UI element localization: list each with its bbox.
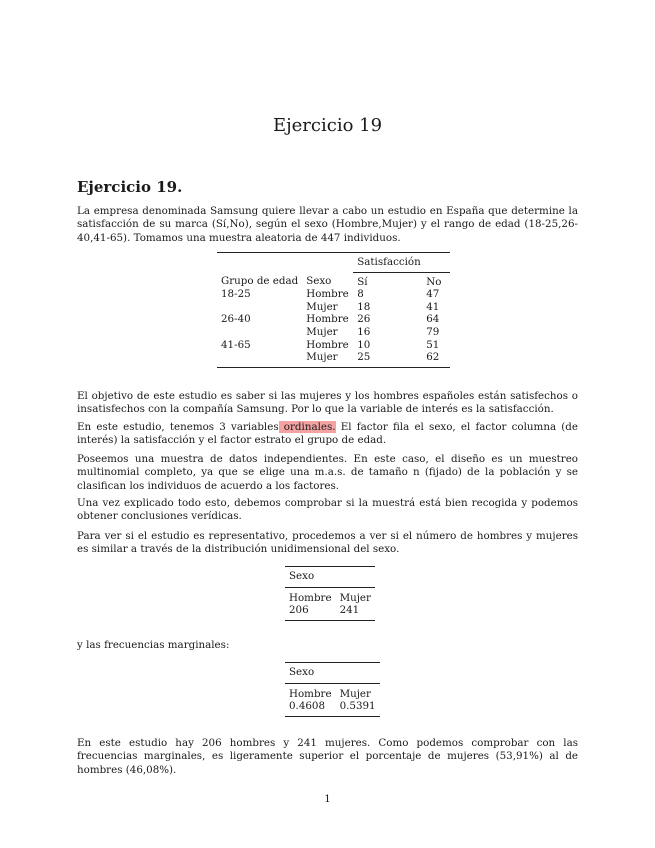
age-group-cell [217,301,302,314]
age-group-cell [217,326,302,339]
col-header-sex: Sexo [306,275,332,288]
age-group-cell: 41-65 [221,338,251,351]
col-header-mujer: Mujer [339,687,371,700]
page-title: Ejercicio 19 [272,115,383,136]
intro-paragraph: La empresa denominada Samsung quiere llevar a cabo un estudio en España que determine la satisfacción de su marca (Sí,No), según el sexo (Hombre,Mujer) y el rango de edad (18-25,26-40,41-65). Tomamos una muestra aleatoria de 447 individuos. [77,205,578,244]
si-cell: 26 [357,313,371,326]
no-cell: 41 [426,300,440,313]
col-header-si: Sí [357,275,368,288]
highlighted-text: ordinales. [278,421,336,433]
table-row [217,351,450,367]
sex-counts-table [285,566,375,621]
sex-frequencies-table [285,662,380,717]
hombre-count-cell: 206 [289,604,309,617]
objective-paragraph: El objetivo de este estudio es saber si las mujeres y los hombres españoles están satisfechos o insatisfechos con la compañía Samsung. Por lo que la variable de interés es la satisfacción. [77,390,578,416]
no-cell: 47 [426,288,440,301]
sex-counts-title: Sexo [285,567,375,588]
col-header-hombre: Hombre [289,687,332,700]
sex-cell: Mujer [306,351,338,364]
col-header-age-group: Grupo de edad [221,275,299,288]
no-cell: 79 [426,325,440,338]
no-cell: 51 [426,338,440,351]
variables-text-end: El factor fila el sexo, el factor columna (de interés) la satisfacción y el factor estrato el grupo de edad. [77,421,578,447]
section-heading: Ejercicio 19. [77,178,183,196]
sex-cell: Mujer [306,300,338,313]
satisfaction-table [217,252,450,368]
table-row [285,700,380,716]
table-row [285,604,375,620]
page-number: 1 [324,793,331,805]
si-cell: 25 [357,351,371,364]
satisfaction-group-header: Satisfacción [353,253,450,273]
sex-cell: Hombre [306,313,349,326]
conclusion-paragraph: En este estudio hay 206 hombres y 241 mujeres. Como podemos comprobar con las frecuencias marginales, es ligeramente superior el porcentaje de mujeres (53,91%) al de hombres (46,08%). [77,737,578,776]
sex-frequencies-title: Sexo [285,663,380,684]
col-header-no: No [426,275,442,288]
col-header-mujer: Mujer [339,591,371,604]
table-row [217,313,450,326]
marginal-frequencies-label: y las frecuencias marginales: [77,639,230,651]
representative-paragraph: Para ver si el estudio es representativo, procedemos a ver si el número de hombres y mujeres es similar a través de la distribución unidimensional del sexo. [77,530,578,556]
si-cell: 8 [357,288,364,301]
sex-cell: Mujer [306,325,338,338]
hombre-frequency-cell: 0.4608 [289,700,326,713]
table-row [217,326,450,339]
table-row [217,339,450,352]
no-cell: 62 [426,351,440,364]
table-row [217,288,450,301]
age-group-cell: 26-40 [221,313,251,326]
si-cell: 10 [357,338,371,351]
verification-paragraph: Una vez explicado todo esto, debemos comprobar si la muestrá está bien recogida y podemos obtener conclusiones verídicas. [77,497,578,523]
sex-cell: Hombre [306,338,349,351]
si-cell: 18 [357,300,371,313]
table-row [217,301,450,314]
variables-paragraph [77,421,578,448]
no-cell: 64 [426,313,440,326]
age-group-cell [217,351,302,367]
si-cell: 16 [357,325,371,338]
age-group-cell: 18-25 [221,288,251,301]
mujer-count-cell: 241 [339,604,360,617]
variables-text-start: En este estudio, tenemos 3 variables [77,421,279,433]
sampling-paragraph: Poseemos una muestra de datos independientes. En este caso, el diseño es un muestreo multinomial completo, ya que se elige una m.a.s. de tamaño n (fijado) de la población y se clasifican los individuos de acuerdo a los factores. [77,453,578,492]
col-header-hombre: Hombre [289,591,332,604]
sex-cell: Hombre [306,288,349,301]
mujer-frequency-cell: 0.5391 [339,700,376,713]
